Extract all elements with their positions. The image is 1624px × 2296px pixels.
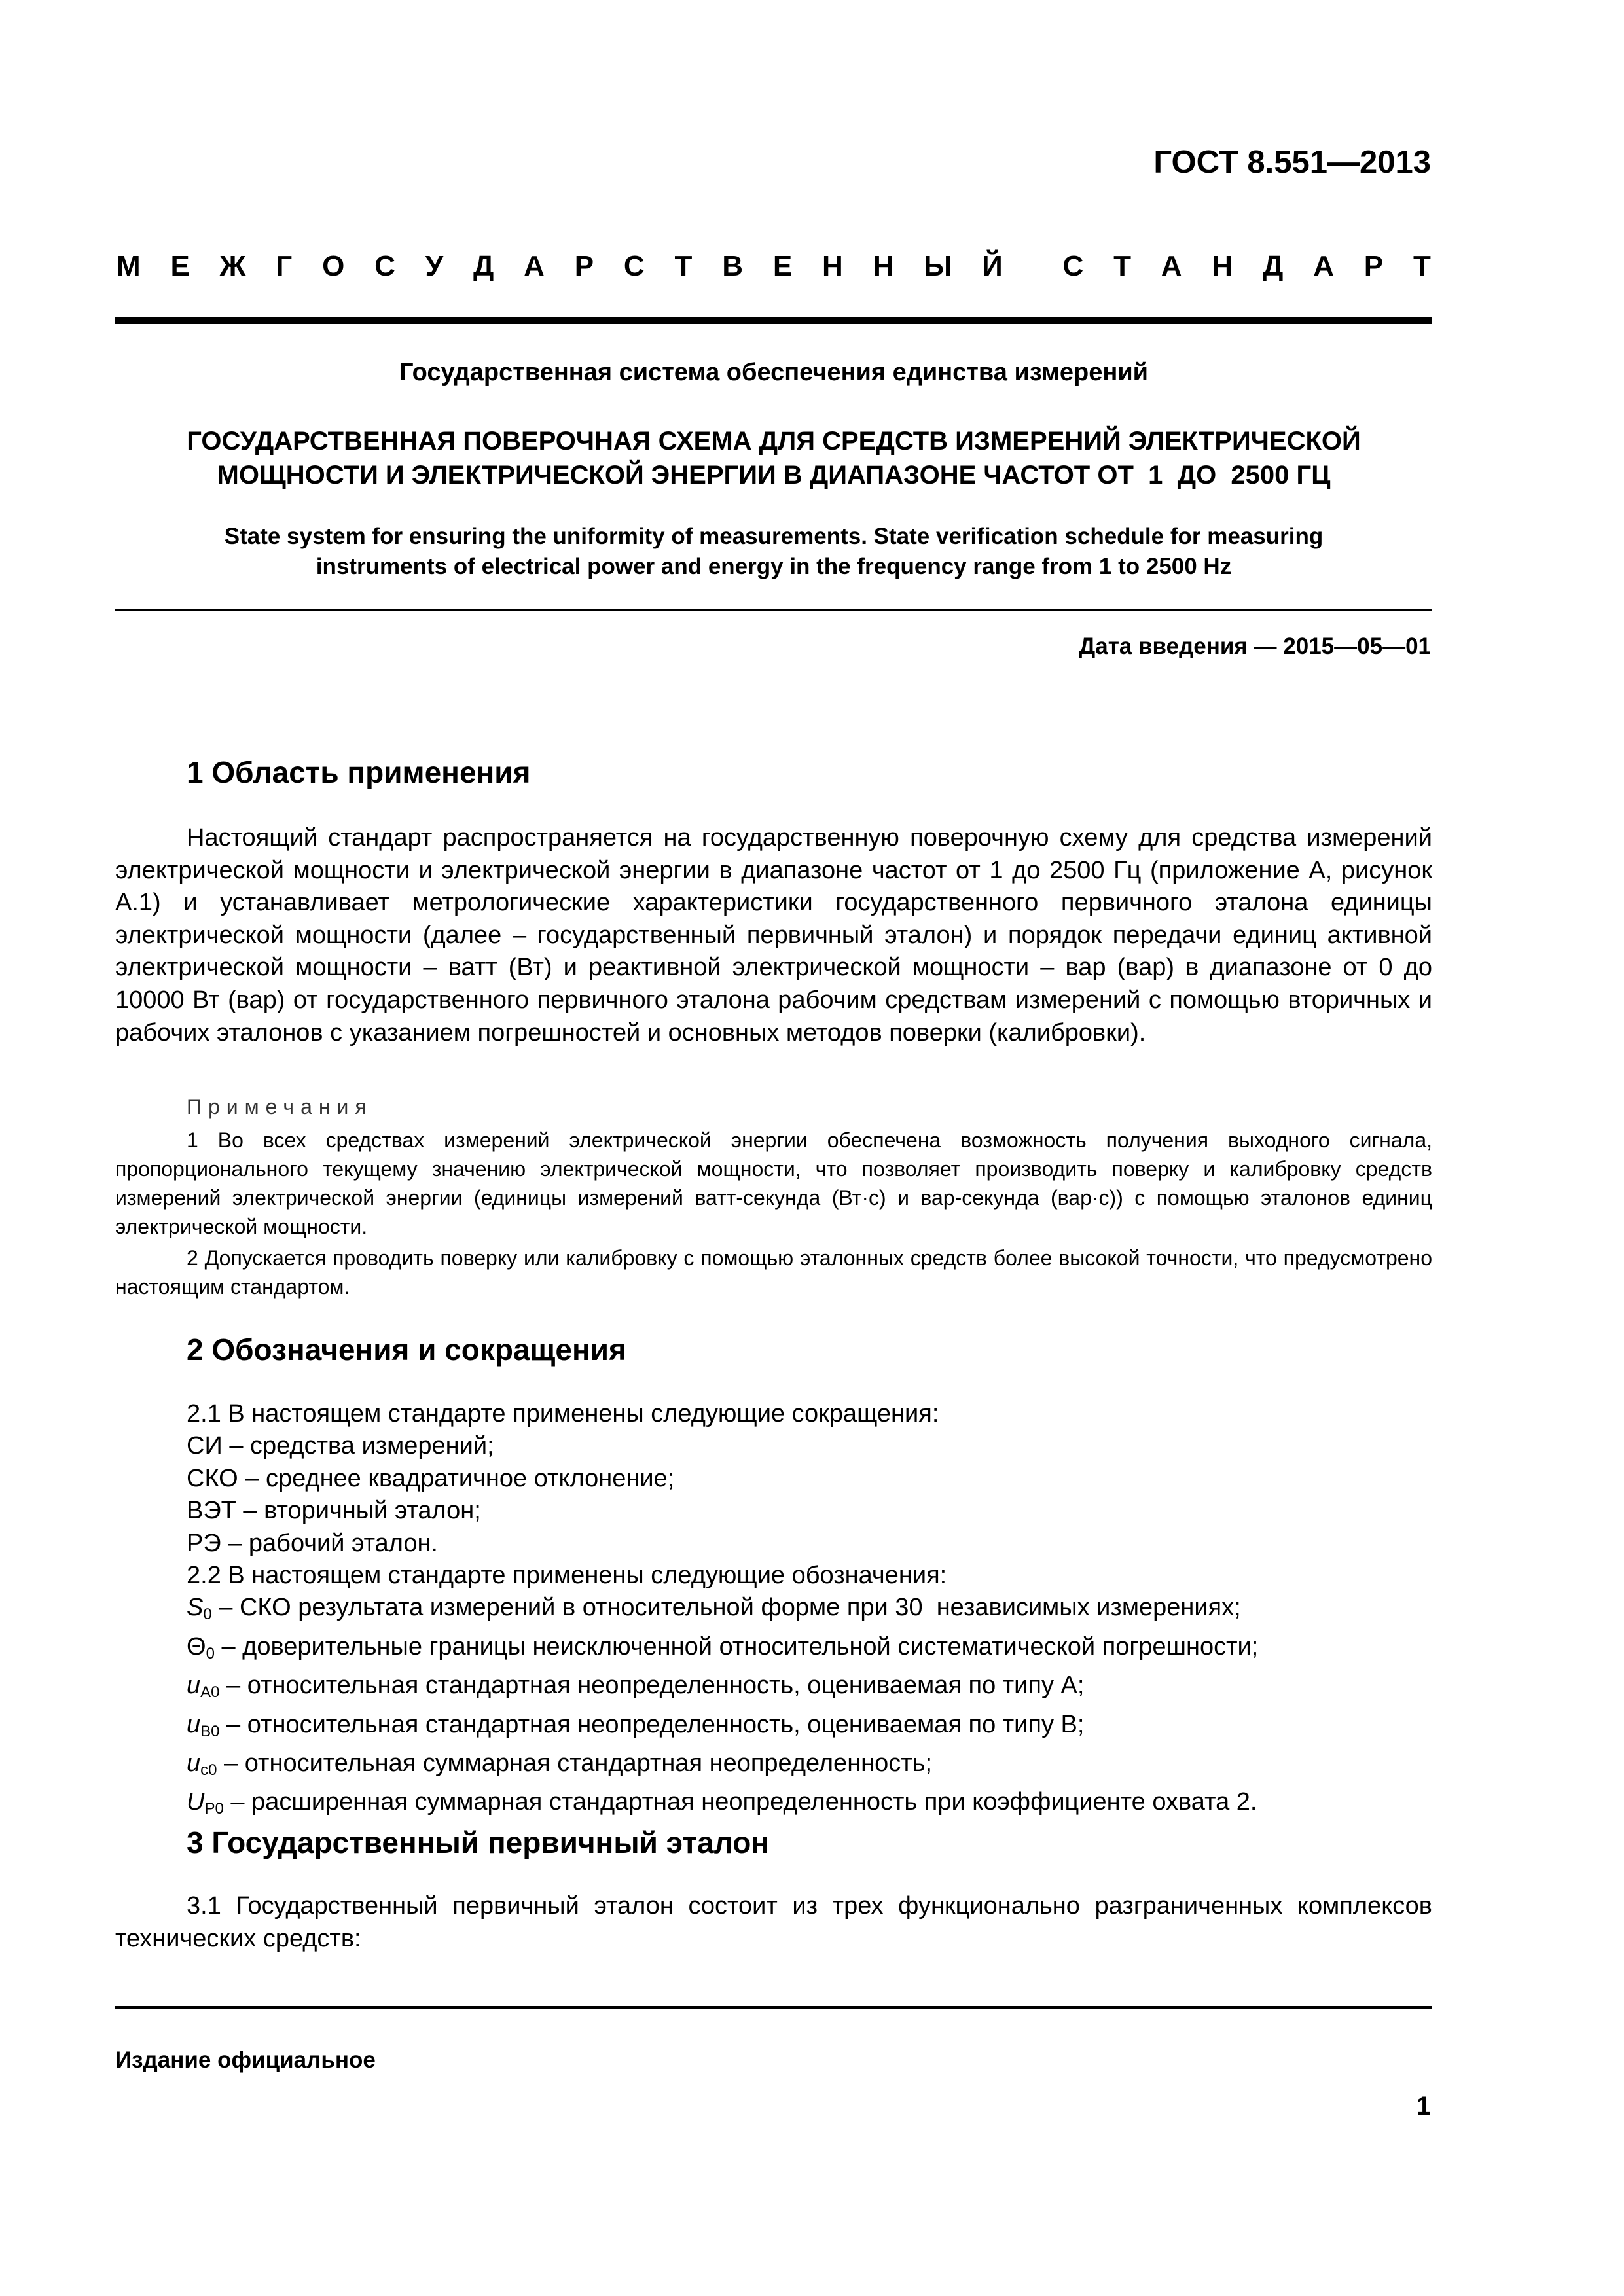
header-rule: [115, 317, 1432, 324]
symbol-subscript: B0: [200, 1722, 220, 1740]
title-letter: Н: [1212, 250, 1233, 282]
title-letter: С: [623, 250, 645, 282]
english-title-line-2: instruments of electrical power and energy in the frequency range from 1 to 2500 Hz: [316, 554, 1232, 579]
introduction-date: Дата введения — 2015—05—01: [1079, 634, 1431, 659]
section-1-heading: 1 Область применения: [187, 755, 531, 789]
title-letter: Д: [1263, 250, 1284, 282]
symbol-base: U: [187, 1788, 205, 1816]
section-3-paragraph: 3.1 Государственный первичный эталон состоит из трех функционально разграниченных комплексов технических средств:: [115, 1892, 1432, 1952]
note-2: 2 Допускается проводить поверку или калибровку с помощью эталонных средств более высокой точности, что предусмотрено настоящим стандартом.: [115, 1246, 1432, 1299]
abbr-item: ВЭТ – вторичный эталон;: [187, 1497, 481, 1525]
title-letter: В: [722, 250, 744, 282]
title-letter: Г: [276, 250, 293, 282]
symbol-subscript: 0: [203, 1605, 212, 1624]
symbol-item: [187, 1709, 1430, 1748]
symbol-base: u: [187, 1672, 201, 1700]
footer-rule: [115, 2006, 1432, 2009]
title-letter: Т: [1413, 250, 1431, 282]
symbol-definition: – доверительные границы неисключенной относительной систематической погрешности;: [214, 1632, 1259, 1660]
notes-label: Примечания: [187, 1095, 373, 1119]
title-letter: Е: [772, 250, 793, 282]
symbol-base: u: [187, 1749, 201, 1778]
symbol-item: [187, 1786, 1430, 1825]
symbol-definition: – СКО результата измерений в относительной форме при 30 независимых измерениях;: [211, 1594, 1241, 1622]
standard-type-title: [117, 250, 1431, 283]
symbol-subscript: c0: [200, 1761, 217, 1780]
title-letter: Й: [982, 250, 1003, 282]
symbol-definition: – относительная суммарная стандартная неопределенность;: [217, 1749, 933, 1778]
title-letter: А: [524, 250, 545, 282]
abbr-item: РЭ – рабочий эталон.: [187, 1529, 438, 1557]
title-letter: Е: [170, 250, 190, 282]
title-letter: Н: [822, 250, 843, 282]
section-1-paragraph: Настоящий стандарт распространяется на государственную поверочную схему для средства измерений электрической мощности и электрической энергии в диапазоне частот от 1 до 2500 Гц (приложение А, рисунок А.1) и устанавливает метрологические характеристики государственного первичного эталона единицы электрической мощности (далее – государственный первичный эталон) и порядок передачи единиц активной электрической мощности – ватт (Вт) и реактивной электрической мощности – вар (вар) в диапазоне от 0 до 10000 Вт (вар) от государственного первичного эталона рабочим средствам измерений с помощью вторичных и рабочих эталонов с указанием погрешностей и основных методов поверки (калибровки).: [115, 824, 1432, 1047]
section-2-heading: 2 Обозначения и сокращения: [187, 1333, 626, 1367]
standard-code: ГОСТ 8.551—2013: [1153, 145, 1431, 180]
english-title-line-1: State system for ensuring the uniformity of measurements. State verification schedule for measuring: [224, 524, 1324, 549]
title-letter: М: [117, 250, 141, 282]
title-letter: Т: [674, 250, 693, 282]
symbol-item: [187, 1748, 1430, 1786]
symbol-base: u: [187, 1710, 201, 1738]
note-1: 1 Во всех средствах измерений электрической энергии обеспечена возможность получения выходного сигнала, пропорционального текущему значению электрической мощности, что позволяет производить поверку и калибровку средств измерений электрической энергии (единицы измерений ватт-секунда (Вт·с) и вар-секунда (вар·с)) с помощью эталонов единиц электрической мощности.: [115, 1128, 1432, 1238]
symbols-intro: 2.2 В настоящем стандарте применены следующие обозначения:: [187, 1562, 947, 1590]
symbol-subscript: 0: [206, 1644, 215, 1662]
title-letter: Ж: [219, 250, 246, 282]
abbr-item: СИ – средства измерений;: [187, 1432, 494, 1460]
symbol-definition: – относительная стандартная неопределенность, оцениваемая по типу А;: [219, 1672, 1085, 1700]
symbol-subscript: A0: [200, 1683, 220, 1702]
page-number: 1: [1416, 2092, 1431, 2121]
symbol-base: Θ: [187, 1632, 206, 1660]
title-rule: [115, 609, 1432, 611]
system-title: Государственная система обеспечения единства измерений: [399, 359, 1149, 386]
title-letter: Т: [1113, 250, 1131, 282]
edition-label: Издание официальное: [115, 2047, 376, 2073]
title-letter: Ы: [924, 250, 952, 282]
section-3-heading: 3 Государственный первичный эталон: [187, 1825, 770, 1859]
abbr-item: СКО – среднее квадратичное отклонение;: [187, 1464, 675, 1492]
main-title-line-1: ГОСУДАРСТВЕННАЯ ПОВЕРОЧНАЯ СХЕМА ДЛЯ СРЕДСТВ ИЗМЕРЕНИЙ ЭЛЕКТРИЧЕСКОЙ: [187, 427, 1361, 456]
symbol-definition: – расширенная суммарная стандартная неопределенность при коэффициенте охвата 2.: [223, 1788, 1257, 1816]
title-letter: С: [374, 250, 395, 282]
title-letter: У: [425, 250, 444, 282]
title-letter: Д: [473, 250, 494, 282]
abbr-intro: 2.1 В настоящем стандарте применены следующие сокращения:: [187, 1400, 939, 1427]
title-letter: О: [322, 250, 345, 282]
title-letter: Н: [873, 250, 894, 282]
title-letter: С: [1062, 250, 1084, 282]
symbol-definition: – относительная стандартная неопределенность, оцениваемая по типу В;: [219, 1710, 1085, 1738]
designations-list: [187, 1398, 1430, 1825]
symbol-item: [187, 1592, 1430, 1630]
main-title: [115, 424, 1432, 492]
symbol-item: [187, 1631, 1430, 1670]
title-letter: А: [1313, 250, 1334, 282]
main-title-line-2: МОЩНОСТИ И ЭЛЕКТРИЧЕСКОЙ ЭНЕРГИИ В ДИАПАЗОНЕ ЧАСТОТ ОТ 1 ДО 2500 ГЦ: [217, 461, 1331, 490]
title-letter: Р: [574, 250, 594, 282]
title-letter: А: [1161, 250, 1182, 282]
symbol-subscript: P0: [204, 1800, 224, 1818]
title-letter: Р: [1363, 250, 1384, 282]
english-title: [115, 522, 1432, 582]
symbol-item: [187, 1670, 1430, 1708]
symbol-base: S: [187, 1594, 204, 1622]
